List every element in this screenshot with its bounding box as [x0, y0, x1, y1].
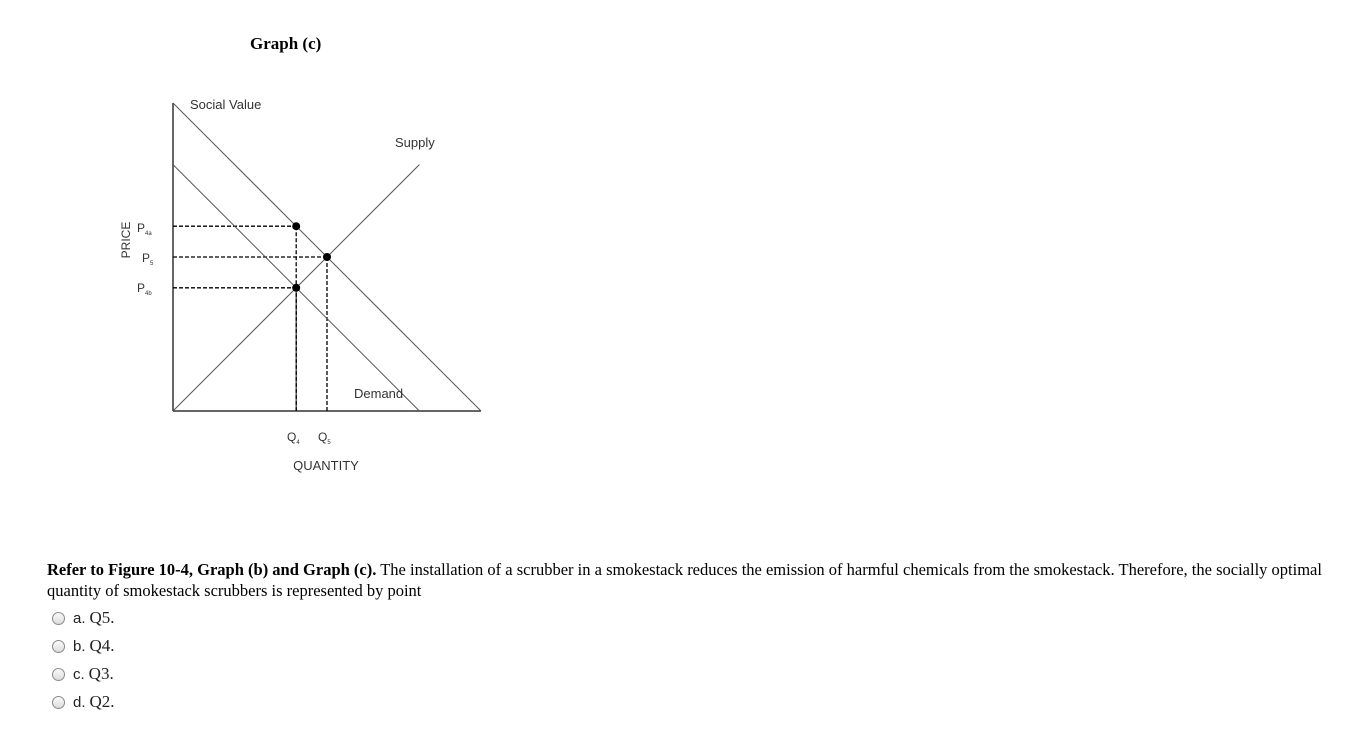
question-lead: Refer to Figure 10-4, Graph (b) and Graph (c). — [47, 560, 377, 579]
option-d[interactable] — [52, 688, 115, 716]
question-text — [47, 559, 1347, 601]
answer-options — [52, 604, 115, 716]
option-b[interactable] — [52, 632, 115, 660]
series-label-social-value: Social Value — [190, 97, 262, 112]
x-tick-label-q5: $Q_5$ — [318, 430, 331, 446]
point-q5-p5 — [323, 253, 331, 261]
option-c[interactable] — [52, 660, 115, 688]
point-q4-p4b — [292, 284, 300, 292]
x-tick-label-q4: $Q_4$ — [287, 430, 300, 446]
radio-button[interactable] — [52, 612, 65, 625]
option-a[interactable] — [52, 604, 115, 632]
dashed-guides — [173, 226, 327, 411]
point-q4-p4a — [292, 222, 300, 230]
series-label-demand: Demand — [354, 386, 404, 401]
option-value: Q5. — [89, 608, 115, 627]
radio-button[interactable] — [52, 668, 65, 681]
option-letter: d. — [73, 693, 86, 711]
radio-button[interactable] — [52, 640, 65, 653]
radio-button[interactable] — [52, 696, 65, 709]
y-tick-label-p4a: $P_{4a}$ — [137, 221, 152, 237]
option-value: Q4. — [89, 636, 115, 655]
graph-title: Graph (c) — [250, 34, 322, 53]
question-body: The installation of a scrubber in a smokestack reduces the emission of harmful chemicals from the smokestack. Therefore, the socially optimal quantity of smokestack scrubbers is represented by point — [47, 560, 1322, 600]
series-label-supply: Supply — [395, 135, 435, 150]
x-axis-title: QUANTITY — [293, 458, 359, 473]
option-letter: c. — [73, 665, 85, 683]
y-axis-title: PRICE — [119, 221, 133, 259]
y-tick-label-p4b: $P_{4b}$ — [137, 281, 152, 297]
option-letter: b. — [73, 637, 86, 655]
y-tick-label-p5: $P_5$ — [142, 251, 154, 267]
option-letter: a. — [73, 609, 86, 627]
supply-demand-chart — [0, 0, 700, 490]
option-value: Q3. — [88, 664, 114, 683]
option-value: Q2. — [89, 692, 115, 711]
